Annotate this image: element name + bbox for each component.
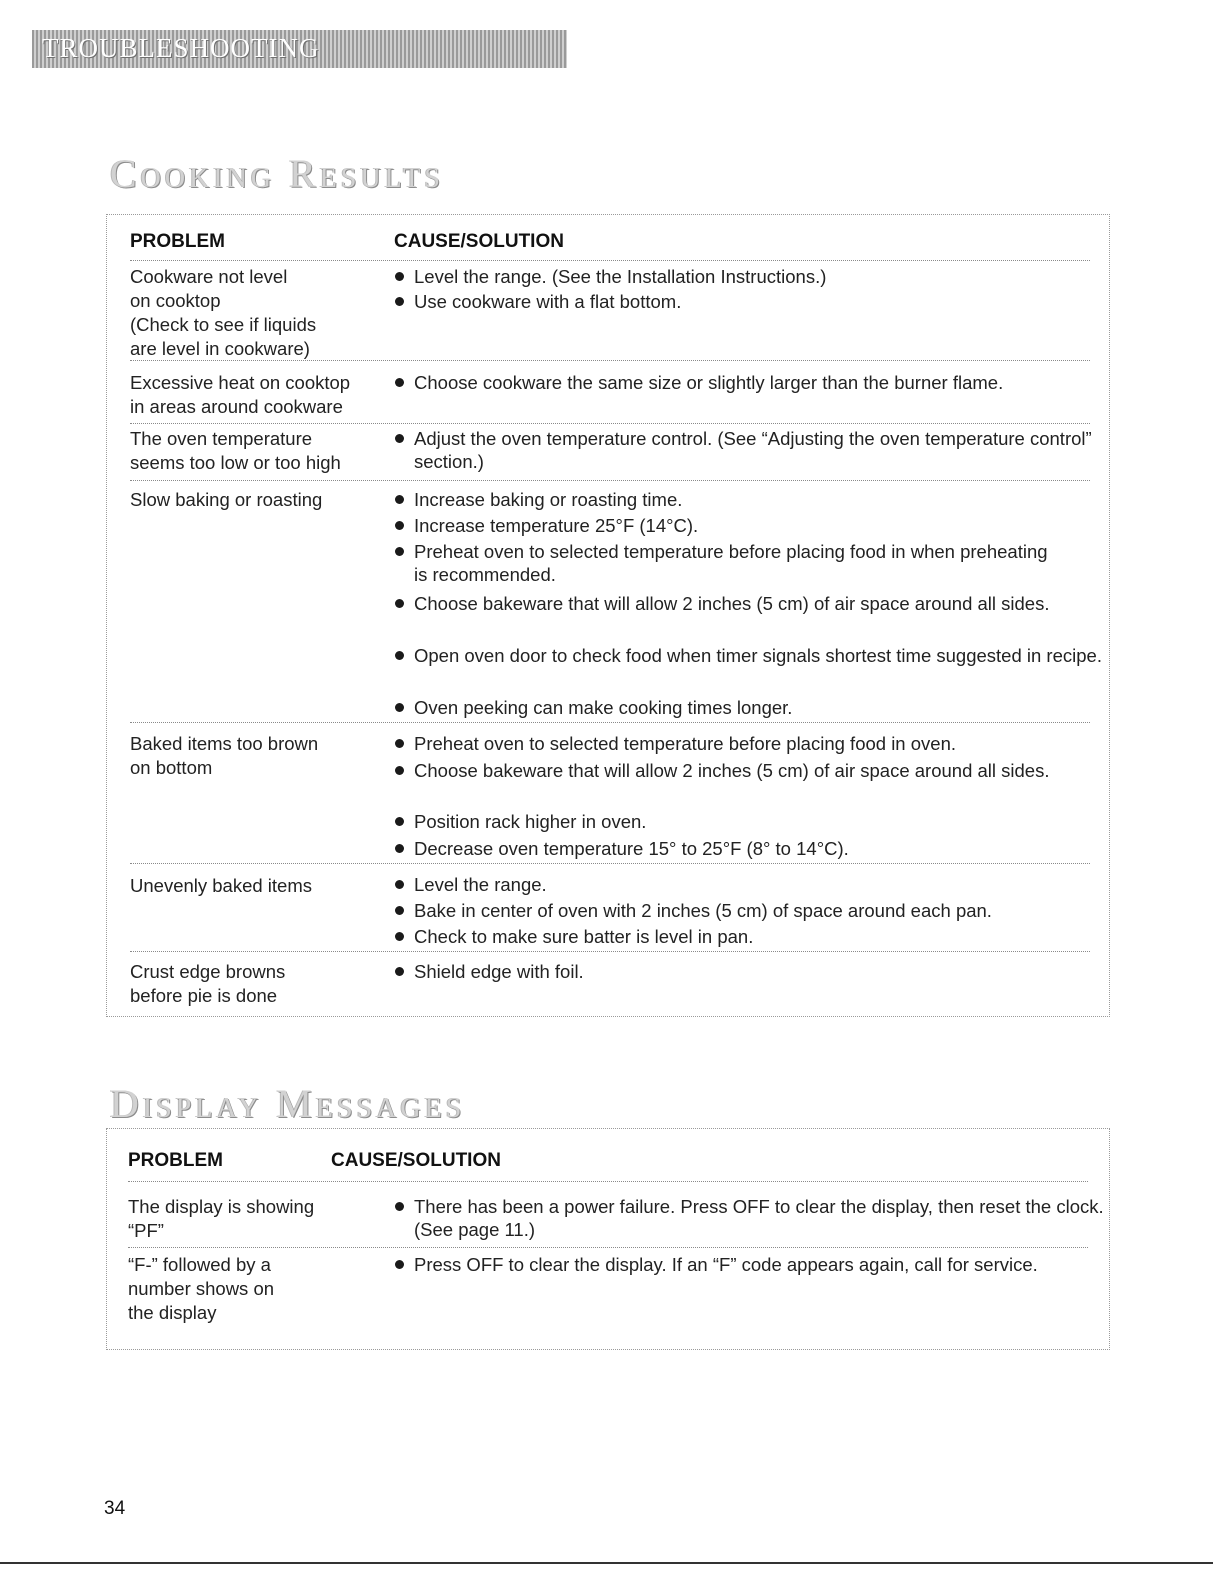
problem-cell: Excessive heat on cooktop in areas around cookware	[130, 372, 351, 417]
solution-item: Decrease oven temperature 15° to 25°F (8° to 14°C).	[394, 837, 1094, 860]
solution-item: Increase baking or roasting time.	[394, 488, 1094, 511]
bullet-icon	[395, 1260, 404, 1269]
bullet-icon	[395, 495, 404, 504]
bullet-icon	[395, 272, 404, 281]
solution-item: Choose bakeware that will allow 2 inches (5 cm) of air space around all sides.	[394, 759, 1054, 782]
row-divider	[130, 480, 1090, 481]
problem-cell: Unevenly baked items	[130, 875, 313, 896]
bullet-icon	[395, 844, 404, 853]
bottom-rule	[0, 1562, 1213, 1564]
solution-item: There has been a power failure. Press OFF to clear the display, then reset the clock. (See page 11.)	[394, 1195, 1104, 1241]
bullet-icon	[395, 378, 404, 387]
cooking-solution-header: CAUSE/SOLUTION	[394, 231, 564, 252]
problem-cell: Baked items too brown on bottom	[130, 733, 319, 778]
bullet-icon	[395, 906, 404, 915]
display-problem-header: PROBLEM	[128, 1150, 223, 1171]
solution-item: Level the range.	[394, 873, 1094, 896]
banner-title: TROUBLESHOOTING	[42, 33, 320, 63]
bullet-icon	[395, 766, 404, 775]
solution-item: Use cookware with a flat bottom.	[394, 290, 1094, 313]
bullet-icon	[395, 434, 404, 443]
row-divider	[130, 360, 1090, 361]
solution-item: Open oven door to check food when timer signals shortest time suggested in recipe.	[394, 644, 1104, 667]
bullet-icon	[395, 817, 404, 826]
display-solution-header: CAUSE/SOLUTION	[331, 1150, 501, 1171]
solution-item: Oven peeking can make cooking times longer.	[394, 696, 1094, 719]
problem-cell: Slow baking or roasting	[130, 489, 323, 510]
problem-cell: Cookware not level on cooktop (Check to see if liquids are level in cookware)	[130, 266, 317, 359]
problem-cell: Crust edge browns before pie is done	[130, 961, 286, 1006]
solution-item: Check to make sure batter is level in pan.	[394, 925, 1094, 948]
solution-item: Press OFF to clear the display. If an “F” code appears again, call for service.	[394, 1253, 1064, 1276]
cooking-problem-header: PROBLEM	[130, 231, 225, 252]
solution-item: Shield edge with foil.	[394, 960, 1094, 983]
bullet-icon	[395, 703, 404, 712]
solution-item: Level the range. (See the Installation Instructions.)	[394, 265, 1094, 288]
solution-item: Adjust the oven temperature control. (See “Adjusting the oven temperature control” section.)	[394, 427, 1104, 473]
row-divider	[128, 1247, 1088, 1248]
row-divider	[130, 722, 1090, 723]
page-number: 34	[104, 1498, 126, 1519]
solution-item: Increase temperature 25°F (14°C).	[394, 514, 1094, 537]
row-divider	[130, 951, 1090, 952]
solution-item: Bake in center of oven with 2 inches (5 cm) of space around each pan.	[394, 899, 1094, 922]
solution-item: Choose bakeware that will allow 2 inches (5 cm) of air space around all sides.	[394, 592, 1054, 615]
bullet-icon	[395, 651, 404, 660]
problem-cell: The oven temperature seems too low or too high	[130, 428, 341, 473]
solution-item: Position rack higher in oven.	[394, 810, 1094, 833]
bullet-icon	[395, 297, 404, 306]
bullet-icon	[395, 880, 404, 889]
cooking-results-title: Cooking Results	[110, 151, 444, 196]
solution-item: Preheat oven to selected temperature before placing food in when preheating is recommended.	[394, 540, 1054, 586]
bullet-icon	[395, 967, 404, 976]
header-divider	[130, 260, 1090, 261]
bullet-icon	[395, 739, 404, 748]
row-divider	[130, 423, 1090, 424]
bullet-icon	[395, 932, 404, 941]
display-messages-title: Display Messages	[110, 1081, 466, 1126]
header-divider	[128, 1181, 1088, 1182]
solution-item: Choose cookware the same size or slightly larger than the burner flame.	[394, 371, 1104, 394]
bullet-icon	[395, 1202, 404, 1211]
section-banner	[32, 30, 567, 68]
problem-cell: The display is showing “PF”	[128, 1196, 315, 1241]
solution-item: Preheat oven to selected temperature before placing food in oven.	[394, 732, 1094, 755]
bullet-icon	[395, 521, 404, 530]
row-divider	[130, 863, 1090, 864]
bullet-icon	[395, 599, 404, 608]
problem-cell: “F-” followed by a number shows on the display	[128, 1254, 275, 1323]
bullet-icon	[395, 547, 404, 556]
